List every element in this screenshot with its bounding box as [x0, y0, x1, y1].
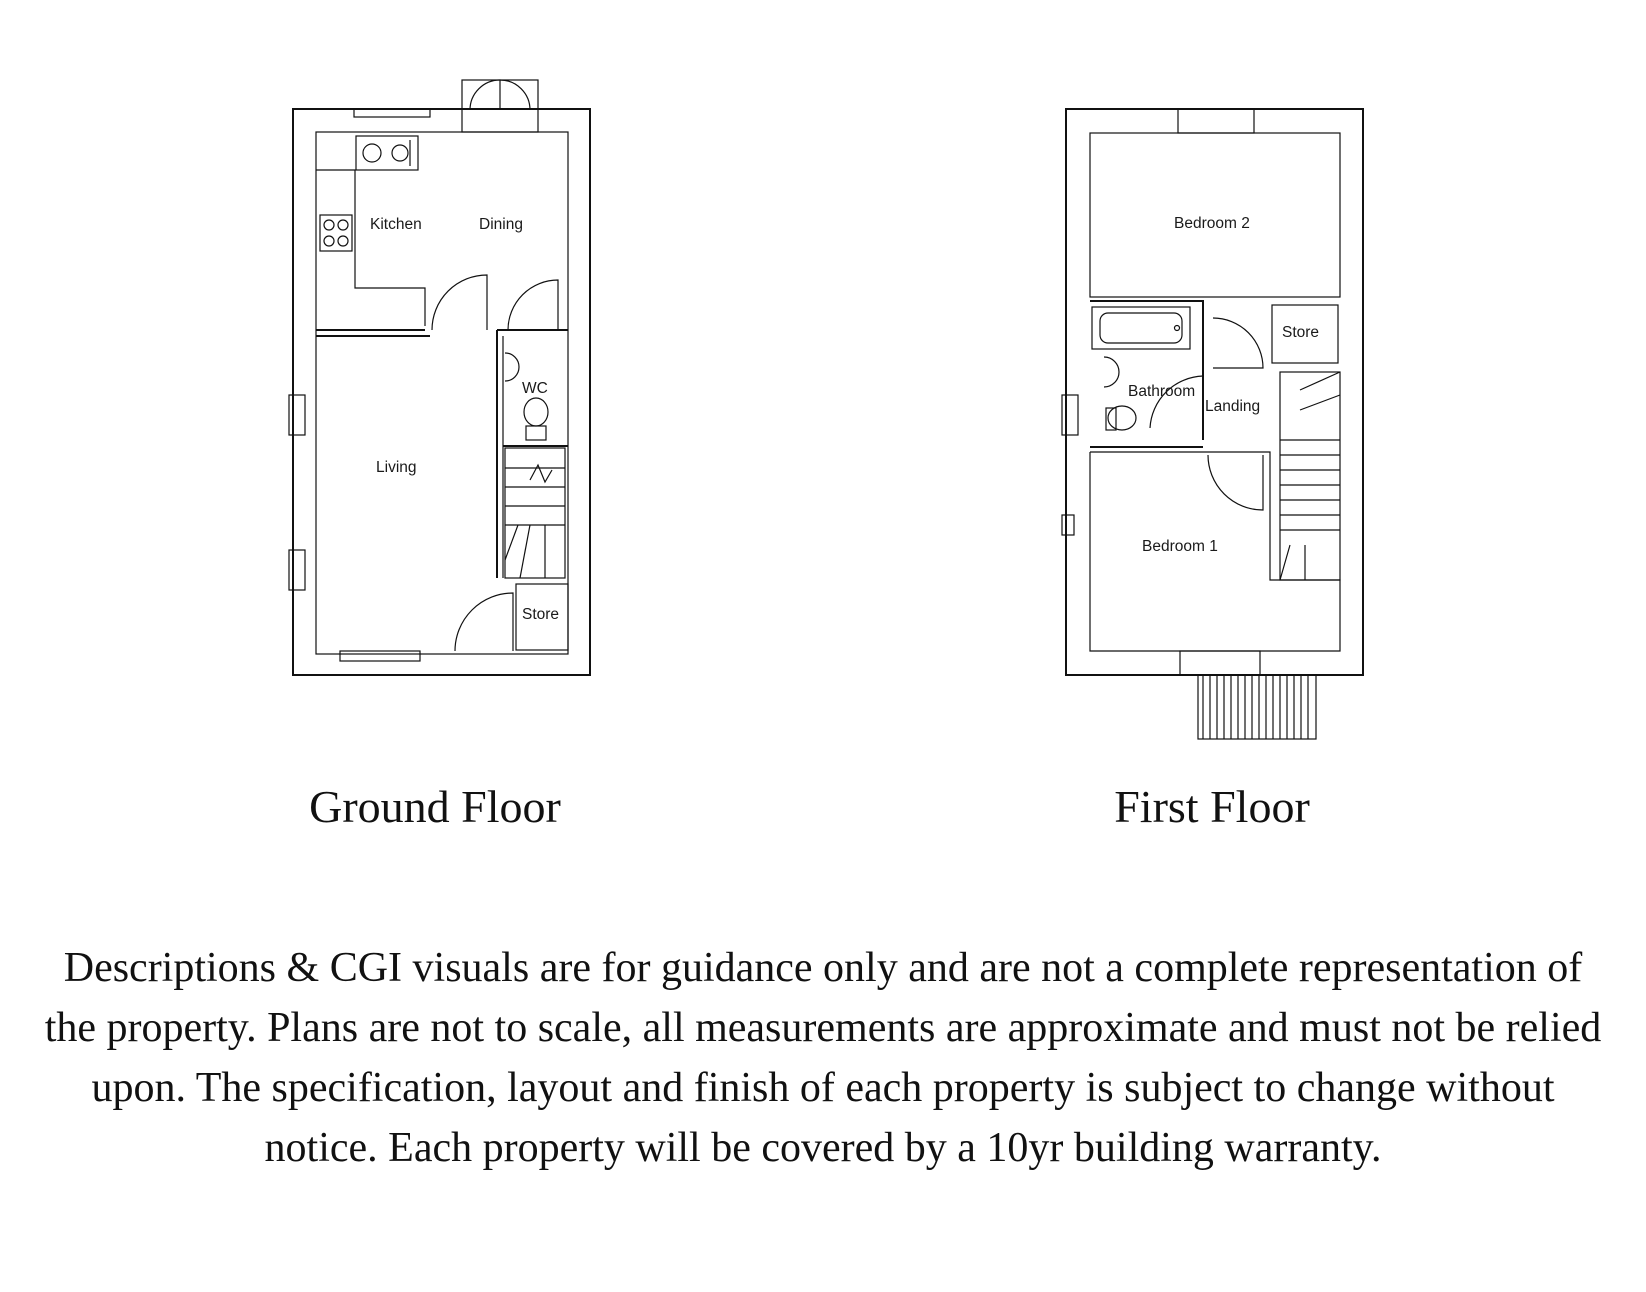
- ff-outer-wall: [1066, 109, 1363, 675]
- hob-icon: [320, 215, 352, 251]
- toilet-icon: [1106, 406, 1136, 430]
- gf-window-living: [340, 651, 420, 661]
- gf-stairs: [505, 448, 565, 578]
- gf-kitchen-counter: [316, 170, 425, 326]
- room-label-store: Store: [522, 606, 560, 623]
- gf-door-wc: [508, 280, 558, 330]
- sink-icon: [356, 136, 418, 170]
- ff-bathroom-wall: [1090, 301, 1203, 440]
- basin-icon: [505, 353, 519, 381]
- ff-door-bedroom1: [1208, 455, 1263, 510]
- porch-canopy: [1198, 675, 1316, 739]
- room-label-kitchen: Kitchen: [370, 216, 422, 233]
- gf-window-side-2: [289, 550, 305, 590]
- ff-window-side-2: [1062, 515, 1074, 535]
- ff-stairs: [1280, 372, 1340, 580]
- toilet-icon: [524, 398, 548, 440]
- ff-window-bedroom2: [1178, 109, 1254, 133]
- first-floor-title: First Floor: [1114, 781, 1310, 832]
- room-label-dining: Dining: [479, 216, 523, 233]
- ground-floor-title: Ground Floor: [309, 781, 561, 832]
- basin-icon: [1104, 357, 1119, 387]
- room-label-landing: Landing: [1205, 398, 1261, 415]
- ff-window-bedroom1: [1180, 651, 1260, 675]
- first-floor-plan: [1062, 109, 1363, 739]
- room-label-wc: WC: [522, 380, 548, 397]
- room-label-bathroom: Bathroom: [1128, 383, 1196, 400]
- room-label-store: Store: [1282, 324, 1320, 341]
- ff-door-store: [1213, 318, 1263, 368]
- gf-door-living: [432, 275, 487, 330]
- room-label-living: Living: [376, 459, 417, 476]
- ff-window-side: [1062, 395, 1078, 435]
- gf-window-kitchen: [354, 109, 430, 117]
- room-label-bedroom2: Bedroom 2: [1174, 215, 1250, 232]
- ground-floor-plan: [289, 80, 590, 675]
- disclaimer-text: Descriptions & CGI visuals are for guidance only and are not a complete representation of the property. Plans are not to scale, all measurements are approximate and must not be relied upon. The specification, layout and finish of each property is subject to change without notice. Each property will be covered by a 10yr building warranty.: [44, 945, 1602, 1171]
- room-label-bedroom1: Bedroom 1: [1142, 538, 1218, 555]
- gf-window-side: [289, 395, 305, 435]
- bath-icon: [1092, 307, 1190, 349]
- gf-french-doors: [462, 80, 538, 132]
- gf-front-door: [455, 593, 513, 651]
